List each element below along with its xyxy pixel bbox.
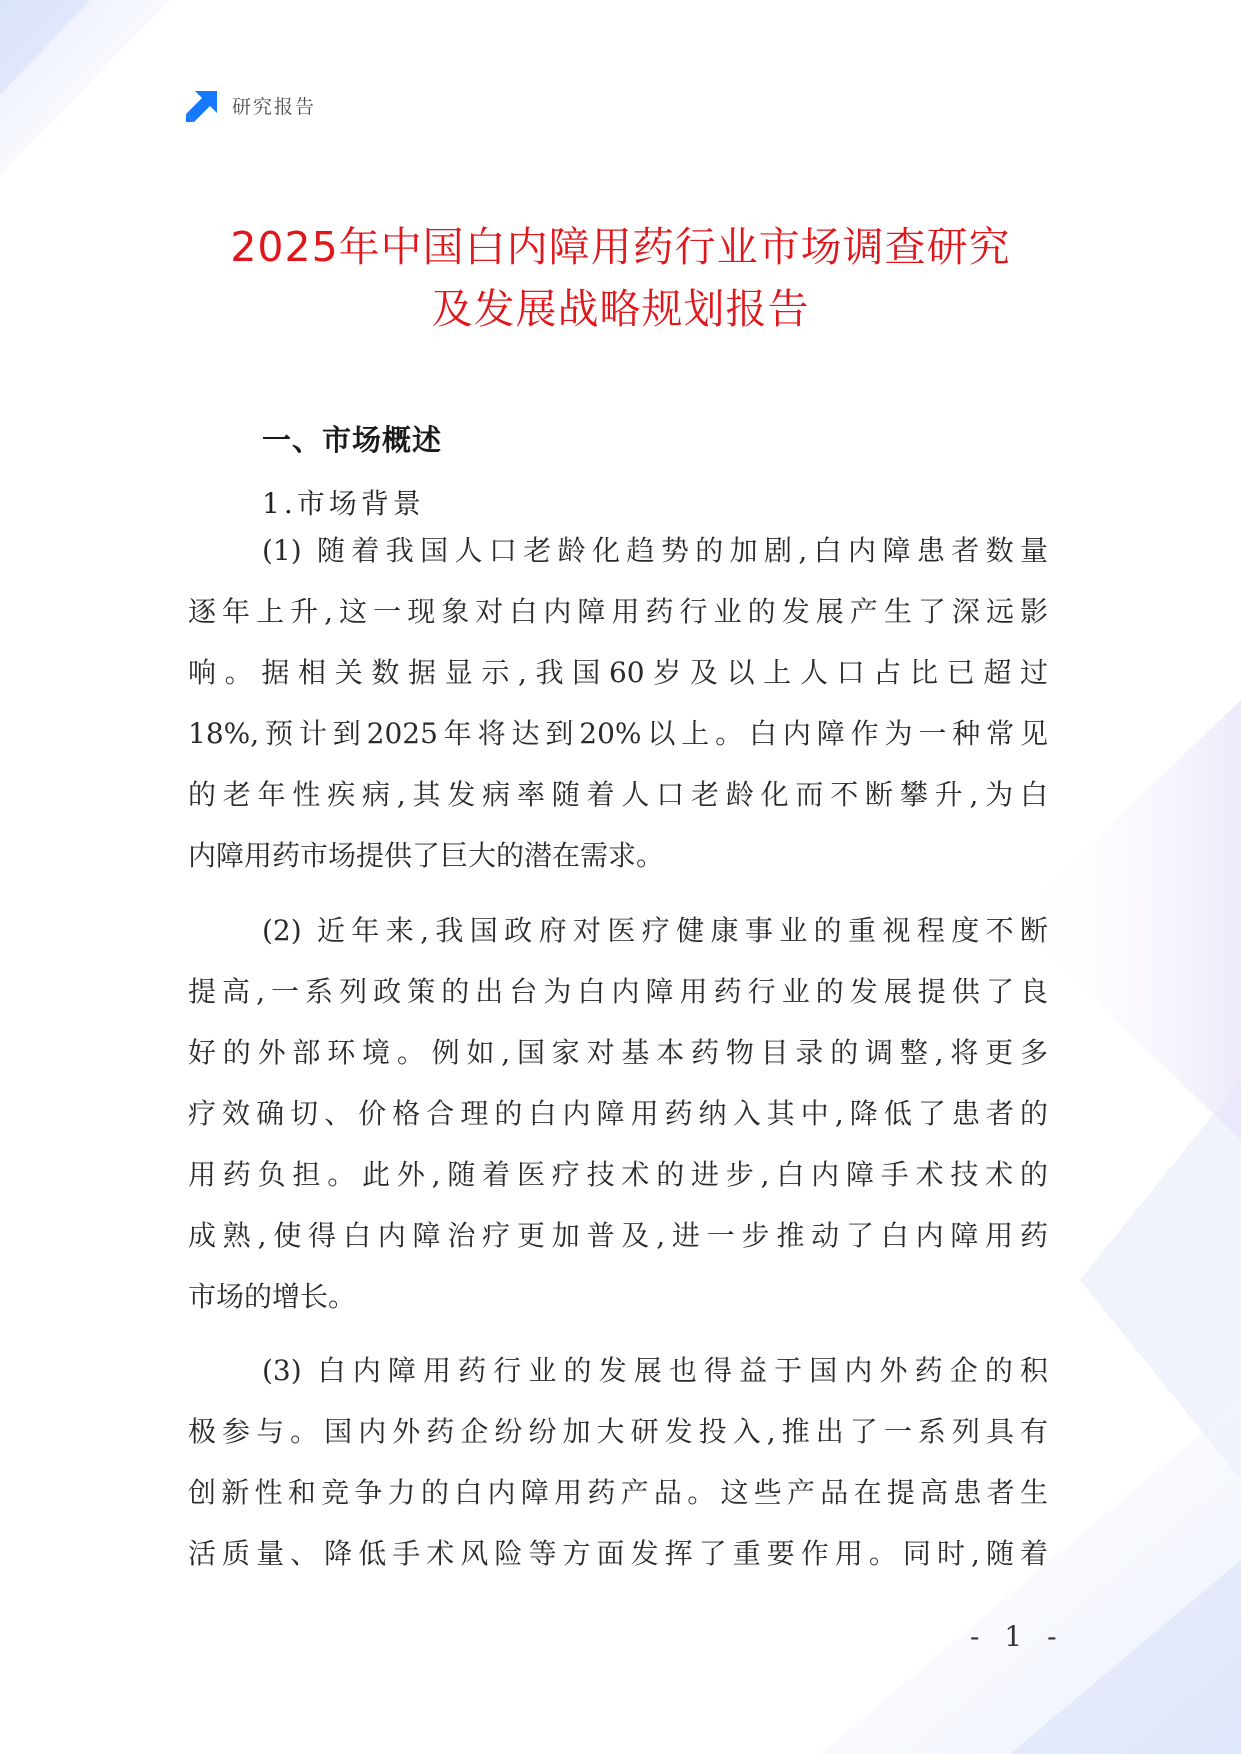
paragraph-line: 用药负担。此外,随着医疗技术的进步,白内障手术技术的 [188, 1158, 1048, 1191]
paragraph-1 [188, 520, 1048, 886]
paragraph-line: 成熟,使得白内障治疗更加普及,进一步推动了白内障用药 [188, 1219, 1048, 1252]
paragraph-line: 疗效确切、价格合理的白内障用药纳入其中,降低了患者的 [188, 1097, 1048, 1130]
report-title [150, 216, 1091, 340]
paragraph-line: (1) 随着我国人口老龄化趋势的加剧,白内障患者数量 [262, 534, 1048, 567]
paragraph-line: 创新性和竞争力的白内障用药产品。这些产品在提高患者生 [188, 1476, 1048, 1509]
paragraph-line: 响。据相关数据显示,我国60岁及以上人口占比已超过 [188, 656, 1048, 689]
report-title-line-1: 2025年中国白内障用药行业市场调查研究 [230, 223, 1011, 271]
paragraph-line: (2) 近年来,我国政府对医疗健康事业的重视程度不断 [262, 914, 1048, 947]
section-heading: 一、市场概述 [262, 423, 443, 457]
paragraph-line: (3) 白内障用药行业的发展也得益于国内外药企的积 [262, 1354, 1048, 1387]
paragraph-line: 市场的增长。 [188, 1280, 357, 1313]
paragraph-line: 逐年上升,这一现象对白内障用药行业的发展产生了深远影 [188, 595, 1048, 628]
paragraph-line: 极参与。国内外药企纷纷加大研发投入,推出了一系列具有 [188, 1415, 1048, 1448]
paragraph-line: 活质量、降低手术风险等方面发挥了重要作用。同时,随着 [188, 1537, 1048, 1570]
paragraph-line: 18%,预计到2025年将达到20%以上。白内障作为一种常见 [188, 717, 1048, 750]
paragraph-line: 的老年性疾病,其发病率随着人口老龄化而不断攀升,为白 [188, 778, 1048, 811]
page-number: - 1 - [970, 1620, 1065, 1653]
paragraph-line: 好的外部环境。例如,国家对基本药物目录的调整,将更多 [188, 1036, 1048, 1069]
report-title-line-2: 及发展战略规划报告 [431, 285, 810, 333]
paragraph-line: 提高,一系列政策的出台为白内障用药行业的发展提供了良 [188, 975, 1048, 1008]
paragraph-2 [188, 900, 1048, 1327]
report-header [186, 88, 316, 122]
paragraph-3 [188, 1340, 1048, 1584]
paragraph-line: 内障用药市场提供了巨大的潜在需求。 [188, 839, 665, 872]
report-type-label: 研究报告 [232, 95, 317, 118]
subsection-heading: 1.市场背景 [262, 487, 425, 520]
arrow-logo-icon [186, 88, 220, 122]
